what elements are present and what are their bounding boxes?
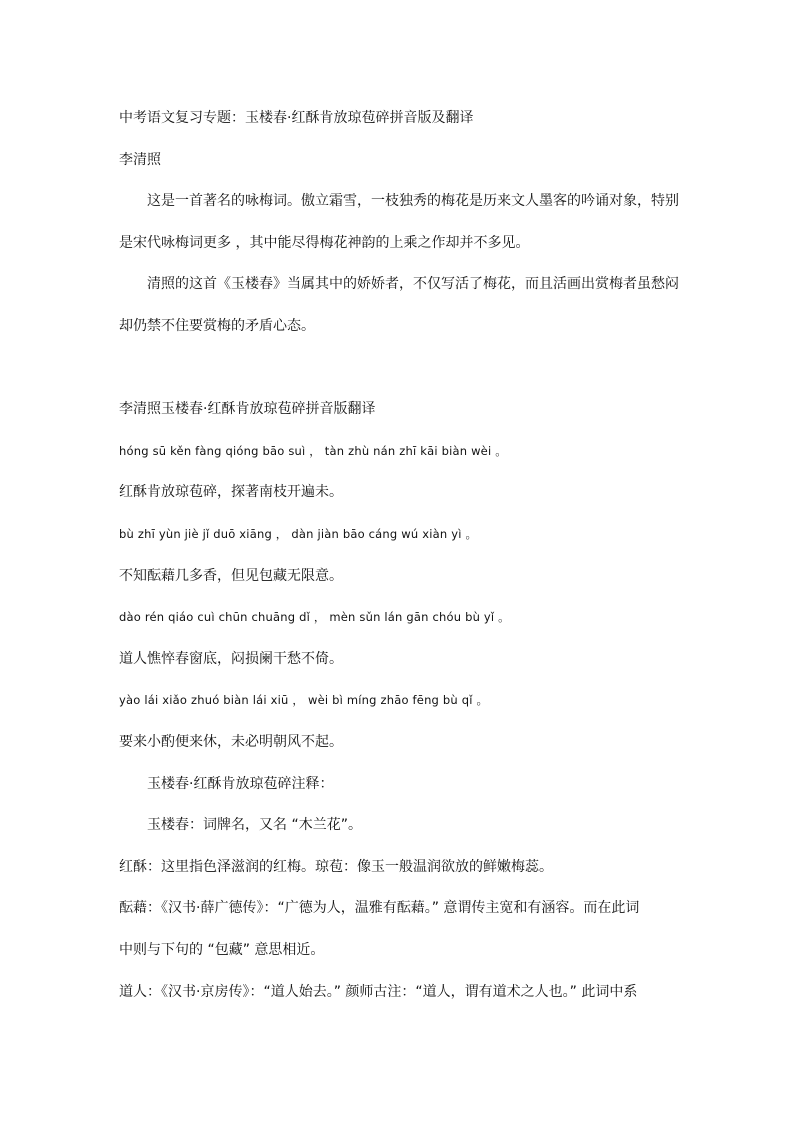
poem-line-4: 要来小酌便来休，未必明朝风不起。 bbox=[119, 734, 343, 750]
note-4: 中则与下句的 “包藏” 意思相近。 bbox=[119, 942, 325, 958]
poem-line-1: 红酥肯放琼苞碎，探著南枝开遍未。 bbox=[119, 484, 343, 500]
intro-line-2: 是宋代咏梅词更多 ，其中能尽得梅花神韵的上乘之作却并不多见。 bbox=[119, 235, 530, 251]
note-3: 酝藉：《汉书·薛广德传》：“广德为人，温雅有酝藉。” 意谓传主宽和有涵容。而在此词 bbox=[119, 900, 640, 916]
poem-pinyin-2: bù zhī yùn jiè jǐ duō xiāng ， dàn jiàn bāo cáng wú xiàn yì 。 bbox=[119, 527, 478, 541]
poem-pinyin-1: hóng sū kěn fàng qióng bāo suì ， tàn zhù nán zhī kāi biàn wèi 。 bbox=[119, 444, 507, 458]
intro-line-4: 却仍禁不住要赏梅的矛盾心态。 bbox=[119, 318, 315, 334]
section-title: 李清照玉楼春·红酥肯放琼苞碎拼音版翻译 bbox=[119, 401, 376, 417]
poem-line-2: 不知酝藉几多香，但见包藏无限意。 bbox=[119, 568, 343, 584]
note-5: 道人：《汉书·京房传》：“道人始去。” 颜师古注：“道人，谓有道术之人也。” 此词中系 bbox=[119, 984, 638, 1000]
poem-pinyin-3: dào rén qiáo cuì chūn chuāng dǐ ， mèn sǔn lán gān chóu bù yǐ 。 bbox=[119, 610, 510, 624]
document-title: 中考语文复习专题：玉楼春·红酥肯放琼苞碎拼音版及翻译 bbox=[119, 110, 474, 126]
intro-line-3: 清照的这首《玉楼春》当属其中的娇娇者，不仅写活了梅花，而且活画出赏梅者虽愁闷 bbox=[147, 276, 679, 292]
poem-pinyin-4: yào lái xiǎo zhuó biàn lái xiū ， wèi bì míng zhāo fēng bù qǐ 。 bbox=[119, 693, 489, 707]
poem-line-3: 道人憔悴春窗底，闷损阑干愁不倚。 bbox=[119, 651, 343, 667]
intro-line-1: 这是一首著名的咏梅词。傲立霜雪，一枝独秀的梅花是历来文人墨客的吟诵对象，特别 bbox=[147, 193, 679, 209]
note-2: 红酥：这里指色泽滋润的红梅。琼苞：像玉一般温润欲放的鲜嫩梅蕊。 bbox=[119, 859, 553, 875]
notes-title: 玉楼春·红酥肯放琼苞碎注释： bbox=[147, 776, 334, 792]
note-1: 玉楼春：词牌名，又名 “木兰花”。 bbox=[147, 817, 362, 833]
author-name: 李清照 bbox=[119, 152, 161, 168]
